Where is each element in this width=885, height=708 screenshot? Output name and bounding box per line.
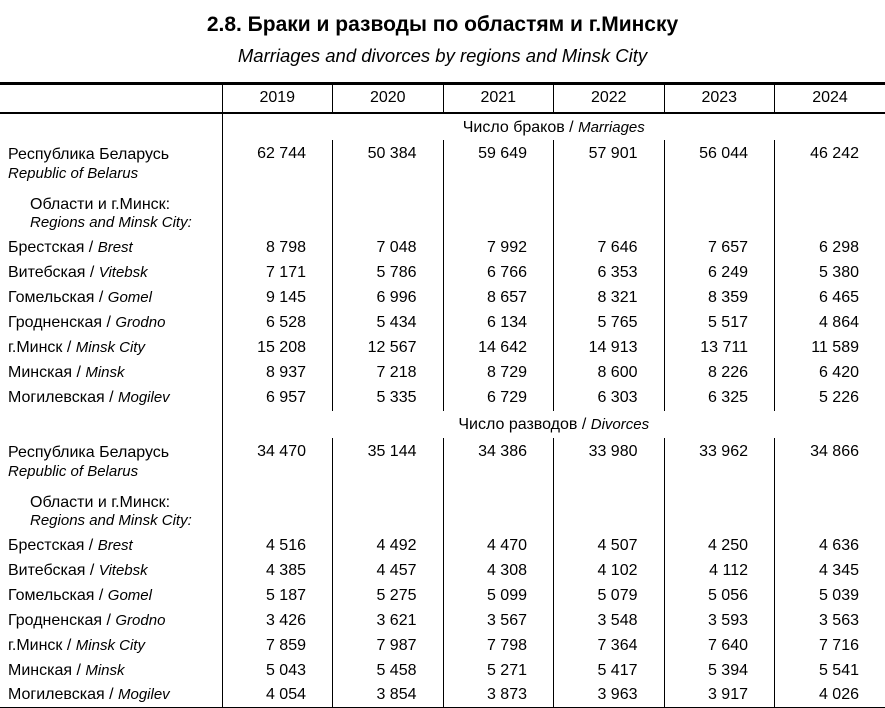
row-label-ru: Витебская /	[8, 264, 95, 281]
marriages-divorces-table	[0, 82, 885, 708]
value-cell: 4 054	[222, 684, 333, 708]
row-label-en: Regions and Minsk City:	[30, 511, 192, 529]
value-cell: 8 226	[664, 361, 775, 386]
value-cell: 4 470	[443, 534, 554, 559]
value-cell: 7 171	[222, 261, 333, 286]
value-cell: 3 854	[333, 684, 444, 708]
table-row-total-belarus	[0, 140, 885, 189]
value-cell: 4 864	[775, 311, 885, 336]
row-label-ru: Брестская /	[8, 239, 94, 256]
value-cell: 7 646	[554, 236, 665, 261]
value-cell: 46 242	[775, 140, 885, 189]
value-cell: 7 987	[333, 634, 444, 659]
row-label	[0, 140, 222, 189]
value-cell: 5 275	[333, 584, 444, 609]
row-label-ru: Витебская /	[8, 562, 95, 579]
table-row-regions-subheader	[0, 487, 885, 534]
section-header-marriages	[0, 113, 885, 140]
value-cell: 5 039	[775, 584, 885, 609]
table-row-vitebsk	[0, 261, 885, 286]
value-cell: 5 056	[664, 584, 775, 609]
value-cell: 4 507	[554, 534, 665, 559]
row-label-en: Minsk	[85, 364, 125, 381]
value-cell: 34 866	[775, 438, 885, 487]
row-label-en: Grodno	[115, 612, 166, 629]
row-label-en: Minsk City	[75, 637, 145, 654]
table-row-gomel	[0, 286, 885, 311]
row-label-en: Brest	[97, 537, 133, 554]
section-label-spacer	[0, 113, 222, 140]
section-title-marriages	[222, 113, 885, 140]
value-cell: 7 992	[443, 236, 554, 261]
row-label	[0, 659, 222, 684]
value-cell-empty	[775, 487, 885, 534]
value-cell: 7 364	[554, 634, 665, 659]
value-cell: 34 386	[443, 438, 554, 487]
value-cell: 6 528	[222, 311, 333, 336]
value-cell: 7 218	[333, 361, 444, 386]
value-cell: 13 711	[664, 336, 775, 361]
row-label-ru: г.Минск /	[8, 637, 72, 654]
row-label-ru: Могилевская /	[8, 389, 114, 406]
value-cell: 6 249	[664, 261, 775, 286]
value-cell: 35 144	[333, 438, 444, 487]
value-cell-empty	[664, 189, 775, 236]
row-label-en: Minsk City	[75, 339, 145, 356]
value-cell: 4 385	[222, 559, 333, 584]
year-header-2021: 2021	[443, 84, 554, 113]
value-cell: 6 729	[443, 386, 554, 411]
value-cell: 7 640	[664, 634, 775, 659]
value-cell: 6 303	[554, 386, 665, 411]
section-title-en: Marriages	[578, 118, 645, 136]
section-title-divorces	[222, 411, 885, 438]
row-label-en: Vitebsk	[98, 264, 148, 281]
row-label-en: Gomel	[107, 587, 152, 604]
value-cell: 5 417	[554, 659, 665, 684]
value-cell: 3 621	[333, 609, 444, 634]
value-cell: 6 996	[333, 286, 444, 311]
value-cell: 7 048	[333, 236, 444, 261]
table-row-minsk-region	[0, 361, 885, 386]
value-cell-empty	[333, 189, 444, 236]
row-label-ru: Минская /	[8, 364, 81, 381]
year-header-2023: 2023	[664, 84, 775, 113]
value-cell: 5 541	[775, 659, 885, 684]
table-row-gomel	[0, 584, 885, 609]
value-cell: 15 208	[222, 336, 333, 361]
table-row-mogilev	[0, 684, 885, 708]
row-label-ru: г.Минск /	[8, 339, 72, 356]
value-cell: 50 384	[333, 140, 444, 189]
table-row-vitebsk	[0, 559, 885, 584]
value-cell: 8 798	[222, 236, 333, 261]
value-cell: 14 642	[443, 336, 554, 361]
value-cell: 4 345	[775, 559, 885, 584]
value-cell: 4 112	[664, 559, 775, 584]
value-cell: 4 516	[222, 534, 333, 559]
row-label-ru: Гродненская /	[8, 314, 111, 331]
value-cell: 34 470	[222, 438, 333, 487]
value-cell: 4 102	[554, 559, 665, 584]
value-cell: 3 548	[554, 609, 665, 634]
value-cell: 14 913	[554, 336, 665, 361]
value-cell: 8 321	[554, 286, 665, 311]
value-cell-empty	[443, 189, 554, 236]
row-label	[0, 361, 222, 386]
value-cell-empty	[554, 487, 665, 534]
table-row-mogilev	[0, 386, 885, 411]
row-label-en: Gomel	[107, 289, 152, 306]
value-cell: 11 589	[775, 336, 885, 361]
value-cell: 9 145	[222, 286, 333, 311]
row-label	[0, 559, 222, 584]
section-title-en: Divorces	[590, 416, 650, 433]
row-label-ru: Области и г.Минск:	[30, 195, 171, 213]
value-cell: 6 134	[443, 311, 554, 336]
row-label	[0, 236, 222, 261]
section-header-divorces	[0, 411, 885, 438]
value-cell: 3 593	[664, 609, 775, 634]
row-label-en: Mogilev	[118, 686, 170, 704]
section-title-ru: Число разводов /	[458, 416, 587, 433]
table-row-minsk-city	[0, 336, 885, 361]
value-cell: 6 420	[775, 361, 885, 386]
row-label-ru: Минская /	[8, 662, 81, 679]
value-cell: 5 335	[333, 386, 444, 411]
row-label	[0, 584, 222, 609]
table-row-minsk-city	[0, 634, 885, 659]
row-label	[0, 336, 222, 361]
year-header-2024: 2024	[775, 84, 885, 113]
value-cell: 5 079	[554, 584, 665, 609]
row-label	[0, 487, 222, 534]
year-header-row	[0, 84, 885, 113]
value-cell: 6 957	[222, 386, 333, 411]
row-label	[0, 386, 222, 411]
value-cell: 3 963	[554, 684, 665, 708]
value-cell: 6 325	[664, 386, 775, 411]
row-label	[0, 189, 222, 236]
row-label-ru: Гродненская /	[8, 612, 111, 629]
table-row-regions-subheader	[0, 189, 885, 236]
value-cell: 6 766	[443, 261, 554, 286]
empty-corner-cell	[0, 84, 222, 113]
value-cell: 12 567	[333, 336, 444, 361]
row-label-en: Republic of Belarus	[8, 462, 139, 480]
year-header-2022: 2022	[554, 84, 665, 113]
row-label-ru: Могилевская /	[8, 686, 114, 704]
row-label-en: Vitebsk	[98, 562, 148, 579]
value-cell: 5 043	[222, 659, 333, 684]
value-cell: 57 901	[554, 140, 665, 189]
value-cell: 5 226	[775, 386, 885, 411]
table-row-brest	[0, 534, 885, 559]
section-title-ru: Число браков /	[462, 118, 574, 136]
row-label-ru: Республика Беларусь	[8, 443, 170, 461]
row-label-ru: Республика Беларусь	[8, 145, 170, 163]
value-cell: 8 657	[443, 286, 554, 311]
page-subtitle: Marriages and divorces by regions and Minsk City	[237, 45, 648, 66]
value-cell: 5 517	[664, 311, 775, 336]
row-label-en: Regions and Minsk City:	[30, 213, 192, 231]
table-row-grodno	[0, 311, 885, 336]
value-cell: 3 873	[443, 684, 554, 708]
row-label-ru: Брестская /	[8, 537, 94, 554]
value-cell: 4 636	[775, 534, 885, 559]
value-cell: 4 457	[333, 559, 444, 584]
page-title: 2.8. Браки и разводы по областям и г.Минску	[206, 13, 679, 36]
value-cell-empty	[775, 189, 885, 236]
table-row-minsk-region	[0, 659, 885, 684]
row-label	[0, 311, 222, 336]
row-label	[0, 609, 222, 634]
value-cell: 7 798	[443, 634, 554, 659]
value-cell: 5 187	[222, 584, 333, 609]
value-cell-empty	[333, 487, 444, 534]
value-cell: 5 458	[333, 659, 444, 684]
row-label-en: Mogilev	[118, 389, 170, 406]
value-cell: 5 380	[775, 261, 885, 286]
row-label	[0, 534, 222, 559]
value-cell: 3 567	[443, 609, 554, 634]
value-cell: 5 394	[664, 659, 775, 684]
value-cell: 4 308	[443, 559, 554, 584]
value-cell: 33 980	[554, 438, 665, 487]
value-cell: 62 744	[222, 140, 333, 189]
value-cell: 8 937	[222, 361, 333, 386]
value-cell: 7 657	[664, 236, 775, 261]
value-cell: 7 859	[222, 634, 333, 659]
value-cell: 3 917	[664, 684, 775, 708]
table-row-brest	[0, 236, 885, 261]
value-cell: 4 026	[775, 684, 885, 708]
value-cell-empty	[443, 487, 554, 534]
row-label	[0, 438, 222, 487]
table-row-total-belarus	[0, 438, 885, 487]
section-label-spacer	[0, 411, 222, 438]
row-label-ru: Гомельская /	[8, 289, 104, 306]
value-cell: 4 492	[333, 534, 444, 559]
value-cell: 7 716	[775, 634, 885, 659]
year-header-2020: 2020	[333, 84, 444, 113]
value-cell: 4 250	[664, 534, 775, 559]
value-cell: 3 426	[222, 609, 333, 634]
value-cell-empty	[222, 487, 333, 534]
value-cell: 5 434	[333, 311, 444, 336]
value-cell: 6 465	[775, 286, 885, 311]
row-label-en: Minsk	[85, 662, 125, 679]
value-cell: 5 786	[333, 261, 444, 286]
value-cell: 5 271	[443, 659, 554, 684]
value-cell: 56 044	[664, 140, 775, 189]
value-cell: 33 962	[664, 438, 775, 487]
year-header-2019: 2019	[222, 84, 333, 113]
row-label	[0, 684, 222, 708]
row-label	[0, 261, 222, 286]
value-cell: 8 729	[443, 361, 554, 386]
value-cell: 5 099	[443, 584, 554, 609]
row-label-en: Brest	[97, 239, 133, 256]
row-label-en: Grodno	[115, 314, 166, 331]
value-cell: 8 359	[664, 286, 775, 311]
value-cell: 3 563	[775, 609, 885, 634]
value-cell-empty	[664, 487, 775, 534]
row-label	[0, 286, 222, 311]
row-label-ru: Области и г.Минск:	[30, 493, 171, 511]
table-row-grodno	[0, 609, 885, 634]
row-label-en: Republic of Belarus	[8, 164, 139, 182]
value-cell-empty	[554, 189, 665, 236]
value-cell: 6 353	[554, 261, 665, 286]
row-label-ru: Гомельская /	[8, 587, 104, 604]
value-cell: 59 649	[443, 140, 554, 189]
row-label	[0, 634, 222, 659]
value-cell: 5 765	[554, 311, 665, 336]
value-cell-empty	[222, 189, 333, 236]
value-cell: 6 298	[775, 236, 885, 261]
value-cell: 8 600	[554, 361, 665, 386]
